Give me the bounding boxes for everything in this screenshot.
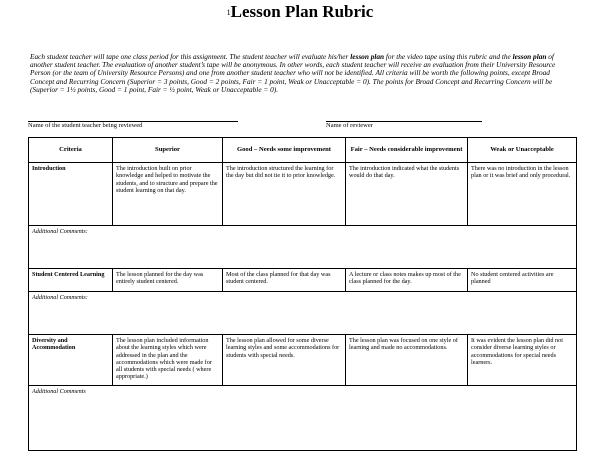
criteria-cell: Student Centered Learning	[29, 269, 113, 292]
reviewer-name-label: Name of reviewer	[326, 122, 373, 129]
student-name-label: Name of the student teacher being reviewed	[28, 122, 143, 129]
rubric-table	[28, 137, 577, 451]
intro-bold-2: lesson plan	[512, 52, 547, 61]
fair-cell: The introduction indicated what the students would do that day.	[346, 163, 468, 226]
intro-text-2: for the video tape using this rubric and the	[384, 52, 513, 61]
intro-bold-1: lesson plan	[350, 52, 385, 61]
page-title: Lesson Plan Rubric	[230, 2, 374, 21]
table-header-row	[29, 138, 577, 163]
good-cell: The lesson plan allowed for some diverse learning styles and some accommodations for students with special needs.	[223, 335, 346, 386]
good-cell: Most of the class planned for that day was student centered.	[223, 269, 346, 292]
superior-cell: The introduction built on prior knowledge and helped to motivate the students, and to structure and prepare the student learning on that day.	[113, 163, 223, 226]
footnote-mark: 1	[226, 8, 231, 17]
instructions-paragraph	[30, 53, 575, 94]
document-title	[0, 2, 600, 22]
intro-text-1: Each student teacher will tape one class period for this assignment. The student teacher will evaluate his/her	[30, 52, 351, 61]
header-superior: Superior	[113, 138, 223, 163]
intro-text-3: of another student teacher. The evaluation of another student’s tape will be anonymous. In other words, each student teacher will receive an evaluation from their University Resource Person (or the team of University Resource Persons) and one from another student teacher who will not be identified. All criteria will be worth the following points, except Broad Concept and Recurring Concern (Superior = 3 points, Good = 2 points, Fair = 1 point, Weak or Unacceptable = 0). The points for Broad Concept and Recurring Concern will be (Superior = 1½ points, Good = 1 point, Fair = ½ point, Weak or Unacceptable = 0).	[30, 52, 556, 94]
good-cell: The introduction structured the learning for the day but did not tie it to prior knowledge.	[223, 163, 346, 226]
additional-comments-field[interactable]: Additional Comments	[29, 386, 577, 451]
table-row	[29, 163, 577, 226]
criteria-cell: Diversity and Accommodation	[29, 335, 113, 386]
fair-cell: A lecture or class notes makes up most of the class planned for the day.	[346, 269, 468, 292]
comments-row	[29, 292, 577, 335]
header-fair: Fair – Needs considerable improvement	[346, 138, 468, 163]
comments-row	[29, 386, 577, 451]
criteria-cell: Introduction	[29, 163, 113, 226]
weak-cell: There was no introduction in the lesson plan or it was brief and only procedural.	[468, 163, 577, 226]
additional-comments-field[interactable]: Additional Comments:	[29, 226, 577, 269]
table-row	[29, 335, 577, 386]
header-good: Good – Needs some improvement	[223, 138, 346, 163]
superior-cell: The lesson planned for the day was entirely student centered.	[113, 269, 223, 292]
weak-cell: No student centered activities are planned	[468, 269, 577, 292]
header-criteria: Criteria	[29, 138, 113, 163]
header-weak: Weak or Unacceptable	[468, 138, 577, 163]
superior-cell: The lesson plan included information about the learning styles which were addressed in the plan and the accommodations which were made for all students with special needs ( where appropriate.)	[113, 335, 223, 386]
fair-cell: The lesson plan was focused on one style of learning and made no accommodations.	[346, 335, 468, 386]
table-row	[29, 269, 577, 292]
additional-comments-field[interactable]: Additional Comments:	[29, 292, 577, 335]
comments-row	[29, 226, 577, 269]
weak-cell: It was evident the lesson plan did not consider diverse learning styles or accommodations for special needs learners.	[468, 335, 577, 386]
